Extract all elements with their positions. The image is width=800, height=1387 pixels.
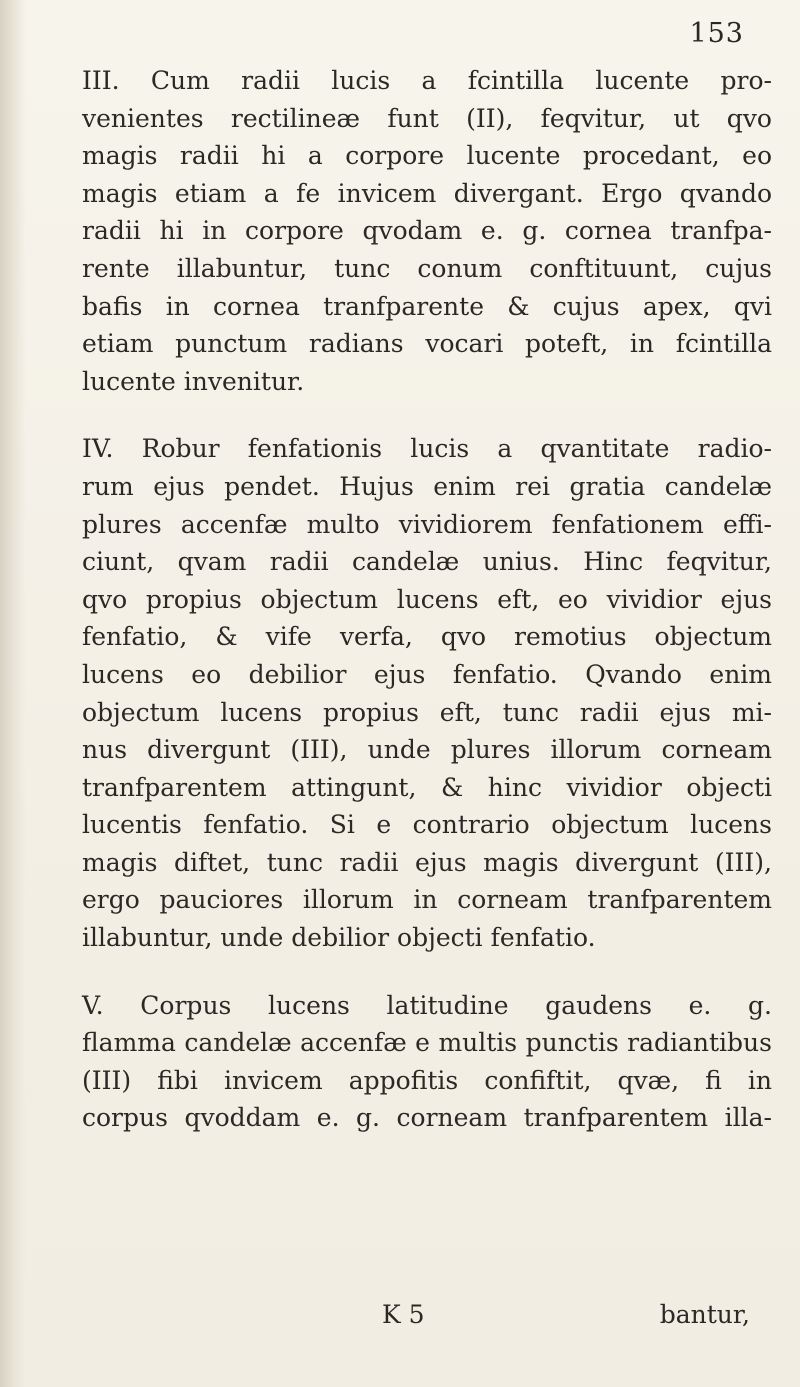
catchword: bantur, [659,1300,750,1329]
text-line: etiam punctum radians vocari poteft, in fcintilla [82,329,772,359]
signature-mark: K 5 [382,1300,425,1329]
text-line: magis etiam a fe invicem divergant. Ergo qvando [82,178,772,208]
page-number: 153 [689,18,744,49]
text-line: lucente invenitur. [82,366,305,396]
text-line: plures accenfæ multo vividiorem fenfationem effi- [82,509,772,539]
text-line: tranfparentem attingunt, & hinc vividior objecti [82,772,772,802]
text-line: magis diftet, tunc radii ejus magis divergunt (III), [82,847,772,877]
text-line: fenfatio, & vife verfa, qvo remotius objectum [82,622,772,652]
text-line: IV. Robur fenfationis lucis a qvantitate radio- [82,434,772,464]
text-line: lucens eo debilior ejus fenfatio. Qvando enim [82,659,772,689]
paragraph-iii [82,62,772,400]
text-line: corpus qvoddam e. g. corneam tranfparentem illa- [82,1103,772,1133]
text-line: nus divergunt (III), unde plures illorum corneam [82,735,772,765]
text-line: bafis in cornea tranfparente & cujus apex, qvi [82,291,772,321]
text-line: flamma candelæ accenfæ e multis punctis radiantibus [82,1028,772,1058]
text-line: qvo propius objectum lucens eft, eo vividior ejus [82,584,772,614]
text-line: rum ejus pendet. Hujus enim rei gratia candelæ [82,471,772,501]
text-line: lucentis fenfatio. Si e contrario objectum lucens [82,810,772,840]
text-line: radii hi in corpore qvodam e. g. cornea tranfpa- [82,216,772,246]
paragraph-v [82,987,772,1137]
text-line: illabuntur, unde debilior objecti fenfatio. [82,923,596,953]
page-gutter-shadow [0,0,26,1387]
text-line: venientes rectilineæ funt (II), feqvitur, ut qvo [82,103,772,133]
paragraph-iv [82,430,772,956]
text-line: ergo pauciores illorum in corneam tranfparentem [82,885,772,915]
page-footer [82,1300,772,1340]
text-line: rente illabuntur, tunc conum conftituunt, cujus [82,253,772,283]
text-line: III. Cum radii lucis a fcintilla lucente pro- [82,66,772,95]
text-line: objectum lucens propius eft, tunc radii ejus mi- [82,697,772,727]
text-line: ciunt, qvam radii candelæ unius. Hinc feqvitur, [82,547,772,577]
main-text [82,62,772,1167]
text-line: magis radii hi a corpore lucente procedant, eo [82,141,772,171]
text-line: V. Corpus lucens latitudine gaudens e. g. [82,990,772,1020]
text-line: (III) fibi invicem appofitis confiftit, qvæ, fi in [82,1065,772,1095]
